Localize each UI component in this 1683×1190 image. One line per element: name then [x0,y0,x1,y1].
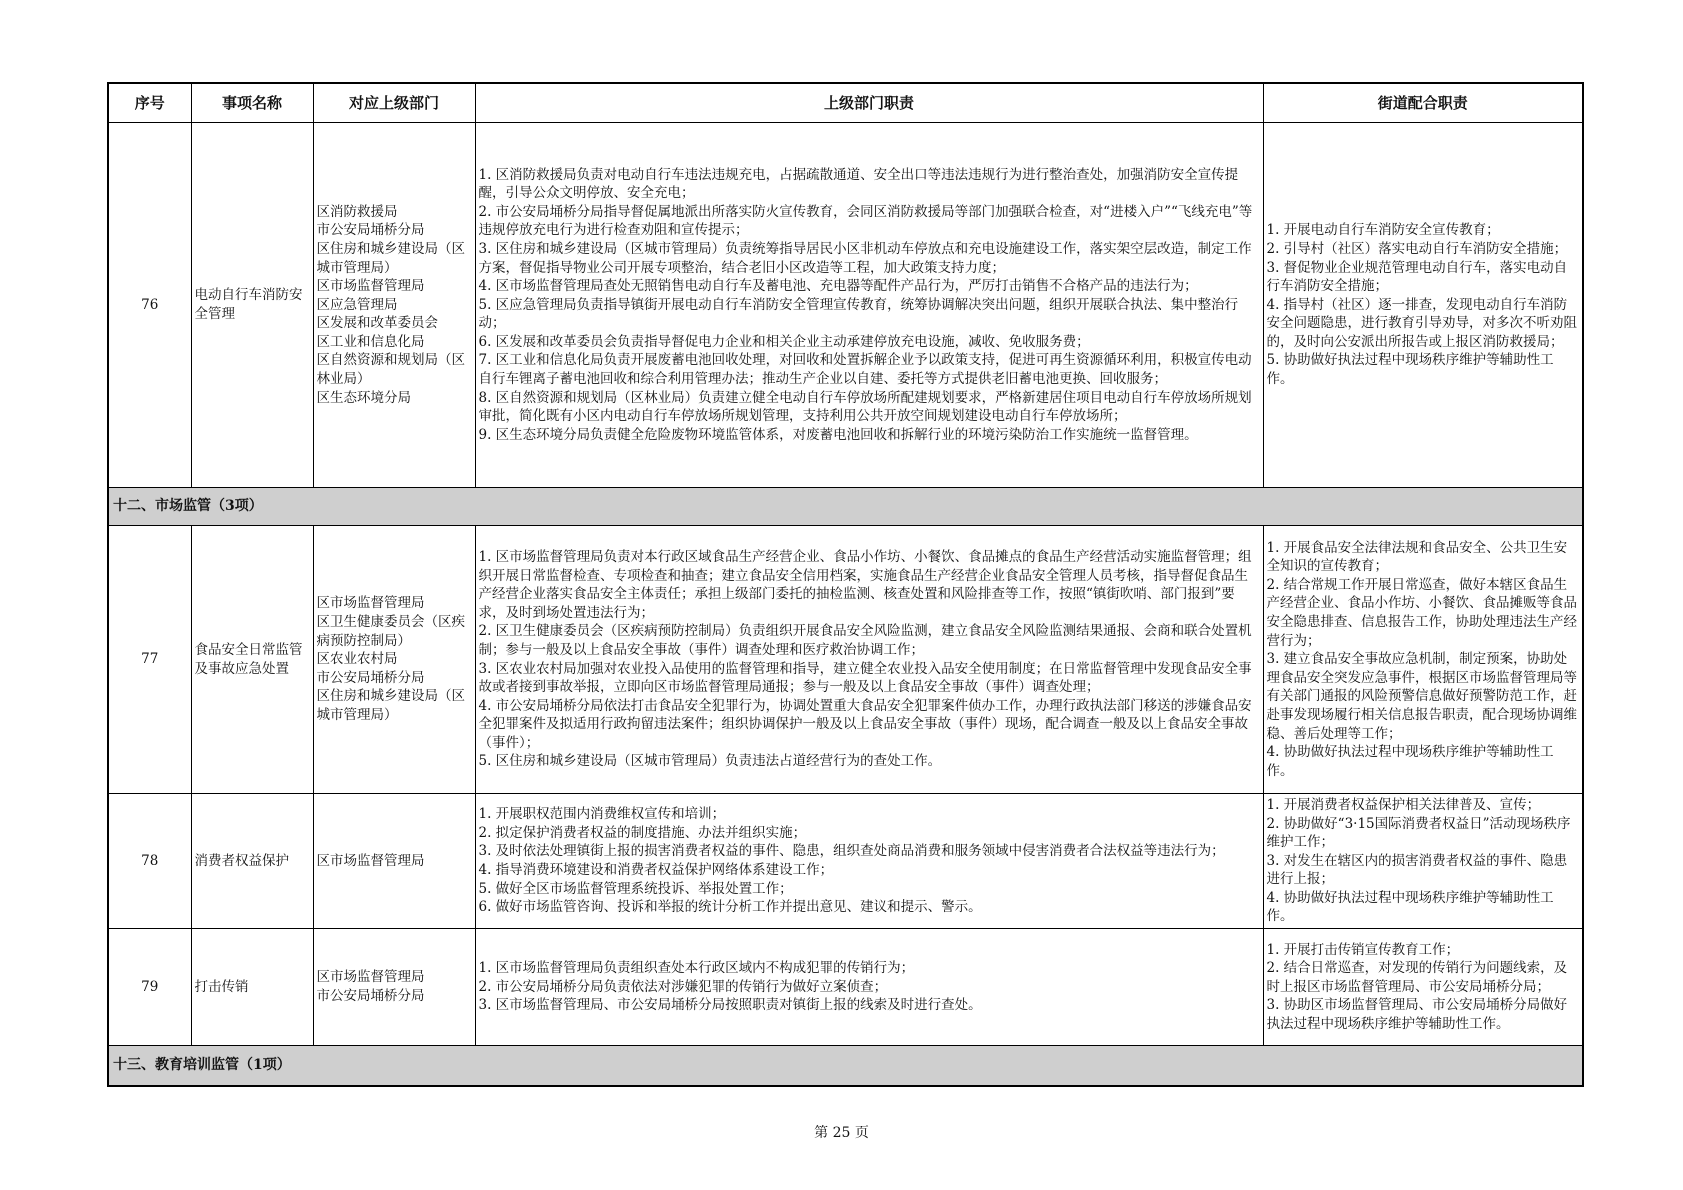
department-item: 区发展和改革委员会 [316,315,438,332]
item-name: 打击传销 [191,929,313,1046]
street-duty-item: 4. 协助做好执法过程中现场秩序维护等辅助性工作。 [1266,889,1554,925]
item-name: 消费者权益保护 [191,794,313,929]
header-no: 序号 [108,83,191,123]
duty-list [475,929,1263,1046]
department-item: 区应急管理局 [316,296,398,313]
duty-item: 4. 指导消费环境建设和消费者权益保护网络体系建设工作； [478,862,834,878]
responsibility-table [107,82,1584,1087]
street-duty-item: 3. 协助区市场监督管理局、市公安局埇桥分局做好执法过程中现场秩序维护等辅助性工作。 [1266,997,1568,1032]
street-duty-item: 3. 对发生在辖区内的损害消费者权益的事件、隐患进行上报； [1266,852,1568,888]
duty-list [475,526,1263,794]
duty-item: 5. 区应急管理局负责指导镇街开展电动自行车消防安全管理宣传教育，统筹协调解决突出问题，组织开展联合执法、集中整治行动； [478,296,1239,332]
section-title: 十三、教育培训监管（1项） [108,1046,1583,1086]
duty-item: 9. 区生态环境分局负责健全危险废物环境监管体系，对废蓄电池回收和拆解行业的环境污染防治工作实施统一监督管理。 [478,426,1198,443]
department-item: 市公安局埇桥分局 [316,669,425,686]
table-header-row [108,83,1583,123]
department-item: 区工业和信息化局 [316,333,425,350]
department-list [313,794,475,929]
table-row [108,123,1583,488]
duty-item: 2. 市公安局埇桥分局指导督促属地派出所落实防火宣传教育，会同区消防救援局等部门加强联合检查，对“进楼入户”“飞线充电”等违规停放充电行为进行检查劝阻和宣传提示； [478,203,1253,239]
duty-item: 4. 区市场监督管理局查处无照销售电动自行车及蓄电池、充电器等配件产品行为，严厉打击销售不合格产品的违法行为； [478,278,1198,295]
department-item: 区农业农村局 [316,651,398,668]
street-duty-item: 1. 开展食品安全法律法规和食品安全、公共卫生安全知识的宣传教育； [1266,539,1568,575]
street-duty-item: 1. 开展打击传销宣传教育工作； [1266,941,1460,958]
item-name: 电动自行车消防安全管理 [191,123,313,488]
street-duty-item: 5. 协助做好执法过程中现场秩序维护等辅助性工作。 [1266,352,1554,388]
department-item: 区消防救援局 [316,203,398,220]
department-item: 区住房和城乡建设局（区城市管理局） [316,240,465,276]
department-list [313,526,475,794]
item-no: 77 [108,526,191,794]
department-item: 区市场监督管理局 [316,852,425,869]
item-no: 79 [108,929,191,1046]
street-duty-list [1263,123,1583,488]
item-name: 食品安全日常监管及事故应急处置 [191,526,313,794]
duty-item: 5. 做好全区市场监督管理系统投诉、举报处置工作； [478,880,793,897]
duty-item: 1. 区市场监督管理局负责组织查处本行政区域内不构成犯罪的传销行为； [478,960,915,977]
street-duty-item: 1. 开展电动自行车消防安全宣传教育； [1266,222,1500,239]
duty-item: 3. 区农业农村局加强对农业投入品使用的监督管理和指导，建立健全农业投入品安全使用制度；在日常监督管理中发现食品安全事故或者接到事故举报，立即向区市场监督管理局通报；参与一般及以上食品安全事故（事件）调查处理； [478,660,1252,696]
duty-item: 3. 及时依法处理镇街上报的损害消费者权益的事件、隐患，组织查处商品消费和服务领域中侵害消费者合法权益等违法行为； [478,843,1225,860]
duty-item: 2. 市公安局埇桥分局负责依法对涉嫌犯罪的传销行为做好立案侦查； [478,978,888,995]
duty-item: 2. 拟定保护消费者权益的制度措施、办法并组织实施； [478,824,807,841]
duty-item: 2. 区卫生健康委员会（区疾病预防控制局）负责组织开展食品安全风险监测，建立食品安全风险监测结果通报、会商和联合处置机制；参与一般及以上食品安全事故（事件）调查处理和医疗救治协调工作； [478,623,1252,658]
duty-item: 4. 市公安局埇桥分局依法打击食品安全犯罪行为，协调处置重大食品安全犯罪案件侦办工作，办理行政执法部门移送的涉嫌食品安全犯罪案件及拟适用行政拘留违法案件；组织协调保护一般及以上食品安全事故（事件）现场，配合调查一般及以上食品安全事故（事件）； [478,697,1252,751]
duty-item: 3. 区市场监督管理局、市公安局埇桥分局按照职责对镇街上报的线索及时进行查处。 [478,997,982,1014]
department-item: 区卫生健康委员会（区疾病预防控制局） [316,614,465,649]
duty-item: 3. 区住房和城乡建设局（区城市管理局）负责统筹指导居民小区非机动车停放点和充电设施建设工作，落实架空层改造，制定工作方案，督促指导物业公司开展专项整治，结合老旧小区改造等工程，加大政策支持力度； [478,240,1252,276]
street-duty-item: 4. 协助做好执法过程中现场秩序维护等辅助性工作。 [1266,744,1554,779]
item-no: 76 [108,123,191,488]
header-superior-duties: 上级部门职责 [475,83,1263,123]
department-item: 区住房和城乡建设局（区城市管理局） [316,688,465,723]
header-item-name: 事项名称 [191,83,313,123]
street-duty-item: 4. 指导村（社区）逐一排查，发现电动自行车消防安全问题隐患，进行教育引导劝导，对多次不听劝阻的，及时向公安派出所报告或上报区消防救援局； [1266,296,1577,350]
duty-item: 1. 开展职权范围内消费维权宣传和培训； [478,806,726,823]
street-duty-list [1263,794,1583,929]
department-item: 区自然资源和规划局（区林业局） [316,352,465,388]
street-duty-list [1263,526,1583,794]
department-list [313,123,475,488]
header-department: 对应上级部门 [313,83,475,123]
department-item: 区市场监督管理局 [316,278,425,295]
department-item: 市公安局埇桥分局 [316,222,425,239]
duty-item: 7. 区工业和信息化局负责开展废蓄电池回收处理，对回收和处置拆解企业予以政策支持，促进可再生资源循环利用，积极宣传电动自行车锂离子蓄电池回收和综合利用管理办法；推动生产企业以自建、委托等方式提供老旧蓄电池更换、回收服务； [478,352,1252,388]
table-row [108,929,1583,1046]
duty-item: 6. 区发展和改革委员会负责指导督促电力企业和相关企业主动承建停放充电设施，减收、免收服务费； [478,333,1090,350]
street-duty-item: 2. 结合日常巡查，对发现的传销行为问题线索，及时上报区市场监督管理局、市公安局埇桥分局； [1266,960,1568,995]
duty-list [475,794,1263,929]
department-item: 区市场监督管理局 [316,969,425,986]
street-duty-item: 2. 结合常规工作开展日常巡查，做好本辖区食品生产经营企业、食品小作坊、小餐饮、食品摊贩等食品安全隐患排查、信息报告工作，协助处理违法生产经营行为； [1266,576,1577,649]
street-duty-item: 2. 引导村（社区）落实电动自行车消防安全措施； [1266,240,1568,257]
table-row [108,526,1583,794]
page-number: 第 25 页 [814,1125,869,1141]
duty-list [475,123,1263,488]
section-row [108,1046,1583,1086]
department-item: 区市场监督管理局 [316,595,425,612]
duty-item: 6. 做好市场监管咨询、投诉和举报的统计分析工作并提出意见、建议和提示、警示。 [478,899,982,916]
street-duty-item: 2. 协助做好“3·15国际消费者权益日”活动现场秩序维护工作； [1266,815,1571,851]
department-list [313,929,475,1046]
street-duty-item: 3. 督促物业企业规范管理电动自行车，落实电动自行车消防安全措施； [1266,259,1568,295]
header-street-duties: 街道配合职责 [1263,83,1583,123]
department-item: 市公安局埇桥分局 [316,988,425,1004]
section-row [108,488,1583,526]
department-item: 区生态环境分局 [316,389,411,406]
table-row [108,794,1583,929]
duty-item: 1. 区消防救援局负责对电动自行车违法违规充电，占据疏散通道、安全出口等违法违规行为进行整治查处，加强消防安全宣传提醒，引导公众文明停放、安全充电； [478,166,1239,202]
street-duty-list [1263,929,1583,1046]
duty-item: 8. 区自然资源和规划局（区林业局）负责建立健全电动自行车停放场所配建规划要求，严格新建居住项目电动自行车停放场所规划审批，简化既有小区内电动自行车停放场所规划管理，支持利用公共开放空间规划建设电动自行车停放场所； [478,389,1252,425]
street-duty-item: 1. 开展消费者权益保护相关法律普及、宣传； [1266,796,1541,813]
street-duty-item: 3. 建立食品安全事故应急机制，制定预案，协助处理食品安全突发应急事件，根据区市场监督管理局等有关部门通报的风险预警信息做好预警防范工作，赶赴事发现场履行相关信息报告职责，配合现场协调维稳、善后处理等工作； [1266,651,1577,742]
section-title: 十二、市场监管（3项） [108,488,1583,526]
duty-item: 1. 区市场监督管理局负责对本行政区域食品生产经营企业、食品小作坊、小餐饮、食品摊点的食品生产经营活动实施监督管理；组织开展日常监督检查、专项检查和抽查；建立食品安全信用档案，实施食品生产经营企业食品安全管理人员考核，指导督促食品生产经营企业落实食品安全主体责任；承担上级部门委托的抽检监测、核查处置和风险排查等工作，按照“镇街吹哨、部门报到”要求，及时到场处置违法行为； [478,548,1252,621]
item-no: 78 [108,794,191,929]
duty-item: 5. 区住房和城乡建设局（区城市管理局）负责违法占道经营行为的查处工作。 [478,753,942,770]
